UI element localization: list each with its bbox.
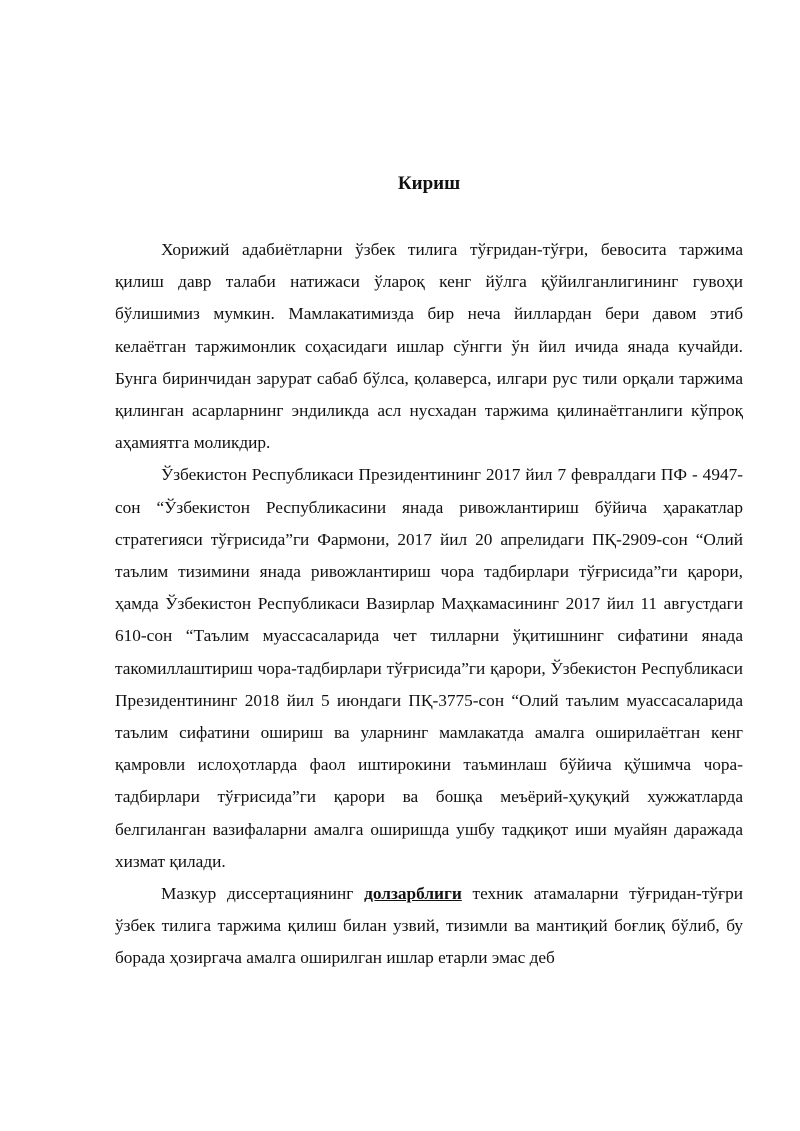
document-body (115, 234, 743, 975)
page-title: Кириш (397, 173, 461, 194)
paragraph-intro: Хорижий адабиётларни ўзбек тилига тўғридан-тўғри, бевосита таржима қилиш давр талаби натижаси ўлароқ кенг йўлга қўйилганлигининг гувоҳи бўлишимиз мумкин. Мамлакатимизда бир неча йиллардан бери давом этиб келаётган таржимонлик соҳасидаги ишлар сўнгги ўн йил ичида янада кучайди. Бунга биринчидан зарурат сабаб бўлса, қолаверса, илгари рус тили орқали таржима қилинган асарларнинг эндиликда асл нусхадан таржима қилинаётганлиги кўпроқ аҳамиятга моликдир. (115, 240, 743, 453)
relevance-keyword: долзарблиги (364, 884, 462, 904)
paragraph-relevance (115, 878, 743, 975)
relevance-suffix: техник атамаларни тўғридан-тўғри ўзбек тилига таржима қилиш билан узвий, тизимли ва мантиқий боғлиқ бўлиб, бу борада ҳозиргача амалга оширилган ишлар етарли эмас деб (115, 884, 743, 968)
paragraph-legal-basis: Ўзбекистон Республикаси Президентининг 2017 йил 7 февралдаги ПФ - 4947-сон “Ўзбекистон Республикасини янада ривожлантириш бўйича ҳаракатлар стратегияси тўғрисида”ги Фармони, 2017 йил 20 апрелидаги ПҚ-2909-сон “Олий таълим тизимини янада ривожлантириш чора тадбирлари тўғрисида”ги қарори, ҳамда Ўзбекистон Республикаси Вазирлар Маҳкамасининг 2017 йил 11 августдаги 610-сон “Таълим муассасаларида чет тилларни ўқитишнинг сифатини янада такомиллаштириш чора-тадбирлари тўғрисида”ги қарори, Ўзбекистон Республикаси Президентининг 2018 йил 5 июндаги ПҚ-3775-сон “Олий таълим муассасаларида таълим сифатини ошириш ва уларнинг мамлакатда амалга оширилаётган кенг қамровли ислоҳотларда фаол иштирокини таъминлаш бўйича қўшимча чора-тадбирлари тўғрисида”ги қарори ва бошқа меъёрий-ҳуқуқий хужжатларда белгиланган вазифаларни амалга оширишда ушбу тадқиқот иши муайян даражада хизмат қилади. (115, 465, 743, 871)
relevance-prefix: Мазкур диссертациянинг (161, 884, 365, 904)
